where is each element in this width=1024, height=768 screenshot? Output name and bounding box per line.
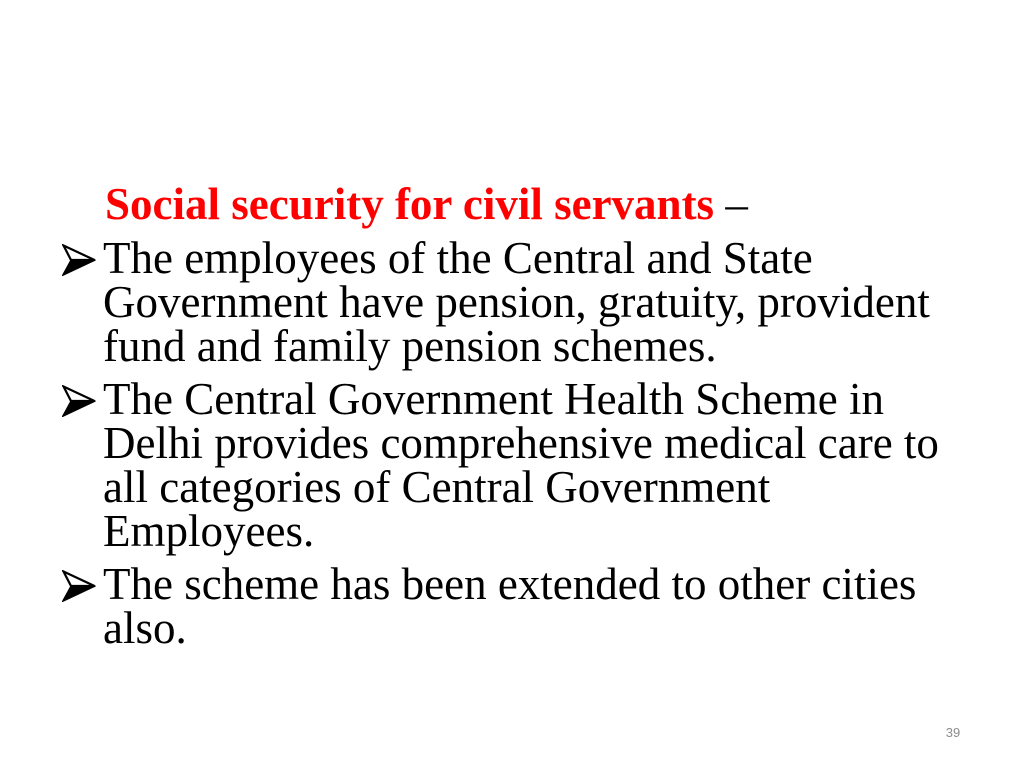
bullet-line: The employees of the Central and State [103, 233, 813, 283]
page-number: 39 [945, 725, 961, 740]
arrow-bullet-icon [62, 570, 96, 602]
bullet-line: Employees. [103, 506, 315, 556]
bullet-text [103, 374, 939, 556]
arrow-bullet-icon [62, 385, 96, 417]
bullet-text [103, 559, 917, 653]
bullet-line: all categories of Central Government [103, 462, 771, 512]
bullet-line: Government have pension, gratuity, provident [103, 277, 930, 327]
slide-heading [105, 179, 748, 229]
heading-title: Social security for civil servants [105, 179, 715, 229]
bullet-line: The scheme has been extended to other cities [103, 559, 917, 609]
arrow-bullet-icon [62, 244, 96, 276]
bullet-line: Delhi provides comprehensive medical care to [103, 418, 939, 468]
heading-separator: – [725, 179, 748, 229]
bullet-text [103, 233, 930, 371]
bullet-line: The Central Government Health Scheme in [103, 374, 884, 424]
bullet-line: also. [103, 603, 187, 653]
bullet-line: fund and family pension schemes. [103, 321, 717, 371]
